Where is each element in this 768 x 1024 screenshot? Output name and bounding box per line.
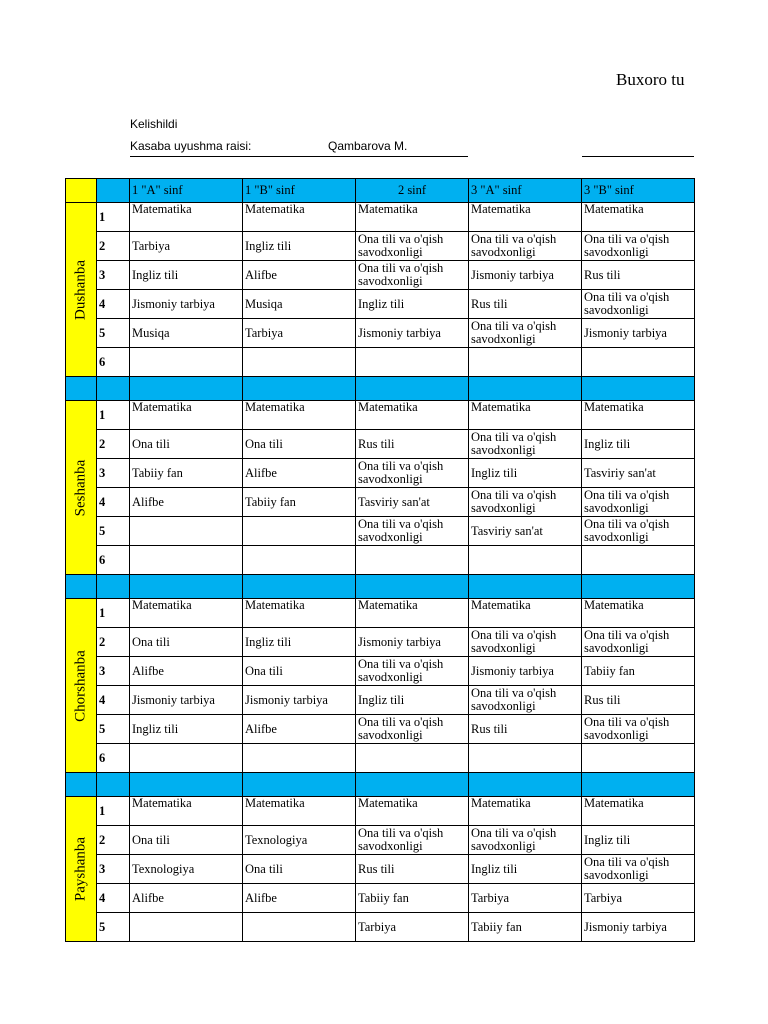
separator-cell bbox=[243, 773, 356, 797]
separator-cell bbox=[582, 773, 695, 797]
subject-cell: Jismoniy tarbiya bbox=[356, 628, 469, 657]
subject-cell: Ingliz tili bbox=[356, 290, 469, 319]
lesson-number: 5 bbox=[97, 715, 130, 744]
subject-cell: Tabiiy fan bbox=[356, 884, 469, 913]
separator-cell bbox=[130, 575, 243, 599]
lesson-number: 5 bbox=[97, 517, 130, 546]
subject-cell: Ona tili va o'qish savodxonligi bbox=[582, 232, 695, 261]
signature-line bbox=[130, 156, 468, 157]
subject-cell: Rus tili bbox=[582, 261, 695, 290]
subject-cell: Ona tili va o'qish savodxonligi bbox=[356, 232, 469, 261]
separator-cell bbox=[130, 773, 243, 797]
separator-cell bbox=[243, 575, 356, 599]
day-label: Dushanba bbox=[72, 259, 89, 320]
lesson-row bbox=[66, 290, 695, 319]
lesson-row bbox=[66, 913, 695, 942]
separator-cell bbox=[582, 575, 695, 599]
subject-cell: Matematika bbox=[243, 797, 356, 826]
lesson-number: 1 bbox=[97, 203, 130, 232]
lesson-row bbox=[66, 430, 695, 459]
subject-cell: Matematika bbox=[582, 797, 695, 826]
separator-cell bbox=[356, 377, 469, 401]
subject-cell bbox=[130, 913, 243, 942]
subject-cell: Matematika bbox=[582, 599, 695, 628]
subject-cell: Alifbe bbox=[243, 261, 356, 290]
lesson-row bbox=[66, 686, 695, 715]
subject-cell: Tarbiya bbox=[243, 319, 356, 348]
subject-cell: Ona tili va o'qish savodxonligi bbox=[356, 517, 469, 546]
subject-cell bbox=[469, 546, 582, 575]
separator-cell bbox=[356, 575, 469, 599]
subject-cell: Jismoniy tarbiya bbox=[356, 319, 469, 348]
subject-cell: Texnologiya bbox=[243, 826, 356, 855]
subject-cell: Ona tili va o'qish savodxonligi bbox=[469, 488, 582, 517]
separator-cell bbox=[97, 575, 130, 599]
separator-cell bbox=[66, 377, 97, 401]
subject-cell: Matematika bbox=[469, 797, 582, 826]
subject-cell bbox=[243, 744, 356, 773]
lesson-row bbox=[66, 232, 695, 261]
subject-cell: Tasviriy san'at bbox=[582, 459, 695, 488]
subject-cell: Alifbe bbox=[130, 884, 243, 913]
subject-cell bbox=[243, 913, 356, 942]
subject-cell: Ona tili va o'qish savodxonligi bbox=[356, 459, 469, 488]
subject-cell: Matematika bbox=[243, 599, 356, 628]
lesson-number: 2 bbox=[97, 232, 130, 261]
lesson-row bbox=[66, 488, 695, 517]
subject-cell: Matematika bbox=[243, 401, 356, 430]
separator-cell bbox=[469, 773, 582, 797]
subject-cell: Ingliz tili bbox=[582, 430, 695, 459]
subject-cell: Musiqa bbox=[243, 290, 356, 319]
lesson-number: 3 bbox=[97, 657, 130, 686]
lesson-number: 4 bbox=[97, 488, 130, 517]
subject-cell: Tarbiya bbox=[130, 232, 243, 261]
separator-cell bbox=[97, 377, 130, 401]
agreed-label: Kelishildi bbox=[130, 117, 178, 131]
subject-cell: Tabiiy fan bbox=[130, 459, 243, 488]
separator-cell bbox=[243, 377, 356, 401]
lesson-row bbox=[66, 628, 695, 657]
subject-cell: Ona tili bbox=[243, 430, 356, 459]
subject-cell: Tabiiy fan bbox=[243, 488, 356, 517]
subject-cell bbox=[356, 546, 469, 575]
subject-cell: Rus tili bbox=[469, 290, 582, 319]
subject-cell: Ona tili va o'qish savodxonligi bbox=[582, 628, 695, 657]
subject-cell: Alifbe bbox=[243, 715, 356, 744]
lesson-row bbox=[66, 261, 695, 290]
subject-cell: Matematika bbox=[582, 203, 695, 232]
separator-cell bbox=[469, 377, 582, 401]
lesson-row bbox=[66, 657, 695, 686]
subject-cell bbox=[243, 546, 356, 575]
subject-cell: Ingliz tili bbox=[469, 855, 582, 884]
subject-cell: Alifbe bbox=[130, 657, 243, 686]
subject-cell: Jismoniy tarbiya bbox=[469, 657, 582, 686]
subject-cell: Ona tili bbox=[243, 657, 356, 686]
lesson-number: 1 bbox=[97, 797, 130, 826]
day-label: Seshanba bbox=[72, 459, 89, 516]
lesson-row bbox=[66, 855, 695, 884]
subject-cell: Ona tili va o'qish savodxonligi bbox=[582, 855, 695, 884]
subject-cell: Tarbiya bbox=[356, 913, 469, 942]
subject-cell: Ona tili va o'qish savodxonligi bbox=[469, 628, 582, 657]
subject-cell bbox=[469, 348, 582, 377]
subject-cell bbox=[582, 744, 695, 773]
subject-cell: Ingliz tili bbox=[130, 261, 243, 290]
subject-cell bbox=[130, 546, 243, 575]
lesson-number: 3 bbox=[97, 459, 130, 488]
subject-cell: Ona tili va o'qish savodxonligi bbox=[356, 715, 469, 744]
union-chair-name: Qambarova M. bbox=[328, 139, 408, 153]
lesson-row bbox=[66, 744, 695, 773]
subject-cell: Jismoniy tarbiya bbox=[130, 290, 243, 319]
subject-cell: Jismoniy tarbiya bbox=[243, 686, 356, 715]
lesson-number: 4 bbox=[97, 290, 130, 319]
lesson-number: 5 bbox=[97, 319, 130, 348]
subject-cell: Ona tili va o'qish savodxonligi bbox=[582, 290, 695, 319]
subject-cell: Ona tili va o'qish savodxonligi bbox=[469, 826, 582, 855]
class-header: 3 "A" sinf bbox=[469, 179, 582, 203]
subject-cell: Ona tili va o'qish savodxonligi bbox=[582, 715, 695, 744]
separator-cell bbox=[66, 575, 97, 599]
lesson-row bbox=[66, 401, 695, 430]
lesson-number-header bbox=[97, 179, 130, 203]
subject-cell: Tasviriy san'at bbox=[356, 488, 469, 517]
subject-cell: Rus tili bbox=[356, 430, 469, 459]
subject-cell: Ona tili va o'qish savodxonligi bbox=[356, 657, 469, 686]
day-label-cell bbox=[66, 599, 97, 773]
subject-cell: Matematika bbox=[356, 203, 469, 232]
lesson-row bbox=[66, 826, 695, 855]
class-header: 2 sinf bbox=[356, 179, 469, 203]
subject-cell bbox=[243, 517, 356, 546]
approval-signature-line bbox=[582, 156, 694, 157]
subject-cell: Matematika bbox=[356, 401, 469, 430]
lesson-number: 6 bbox=[97, 744, 130, 773]
subject-cell: Matematika bbox=[469, 401, 582, 430]
subject-cell: Texnologiya bbox=[130, 855, 243, 884]
class-header: 3 "B" sinf bbox=[582, 179, 695, 203]
separator-cell bbox=[469, 575, 582, 599]
subject-cell: Ona tili va o'qish savodxonligi bbox=[356, 826, 469, 855]
subject-cell: Matematika bbox=[582, 401, 695, 430]
subject-cell: Tabiiy fan bbox=[582, 657, 695, 686]
subject-cell: Ona tili va o'qish savodxonligi bbox=[356, 261, 469, 290]
day-separator bbox=[66, 773, 695, 797]
subject-cell: Rus tili bbox=[582, 686, 695, 715]
subject-cell bbox=[582, 348, 695, 377]
subject-cell: Rus tili bbox=[469, 715, 582, 744]
subject-cell: Matematika bbox=[243, 203, 356, 232]
lesson-number: 2 bbox=[97, 826, 130, 855]
subject-cell: Ingliz tili bbox=[243, 232, 356, 261]
lesson-number: 6 bbox=[97, 546, 130, 575]
subject-cell: Tarbiya bbox=[582, 884, 695, 913]
subject-cell bbox=[130, 517, 243, 546]
subject-cell: Jismoniy tarbiya bbox=[582, 319, 695, 348]
subject-cell: Ona tili va o'qish savodxonligi bbox=[469, 686, 582, 715]
separator-cell bbox=[97, 773, 130, 797]
separator-cell bbox=[66, 773, 97, 797]
subject-cell: Tasviriy san'at bbox=[469, 517, 582, 546]
lesson-row bbox=[66, 319, 695, 348]
subject-cell: Jismoniy tarbiya bbox=[130, 686, 243, 715]
subject-cell: Ona tili va o'qish savodxonligi bbox=[582, 488, 695, 517]
subject-cell: Matematika bbox=[356, 797, 469, 826]
subject-cell: Ona tili va o'qish savodxonligi bbox=[469, 232, 582, 261]
day-label-cell bbox=[66, 797, 97, 942]
subject-cell: Ona tili bbox=[130, 430, 243, 459]
lesson-row bbox=[66, 599, 695, 628]
subject-cell: Matematika bbox=[469, 203, 582, 232]
header-row bbox=[66, 179, 695, 203]
day-label: Payshanba bbox=[72, 836, 89, 902]
lesson-number: 1 bbox=[97, 401, 130, 430]
lesson-number: 1 bbox=[97, 599, 130, 628]
lesson-number: 4 bbox=[97, 686, 130, 715]
class-header: 1 "B" sinf bbox=[243, 179, 356, 203]
subject-cell: Ingliz tili bbox=[582, 826, 695, 855]
day-separator bbox=[66, 377, 695, 401]
separator-cell bbox=[582, 377, 695, 401]
subject-cell: Jismoniy tarbiya bbox=[582, 913, 695, 942]
subject-cell: Alifbe bbox=[243, 459, 356, 488]
subject-cell: Ona tili bbox=[243, 855, 356, 884]
subject-cell: Matematika bbox=[130, 599, 243, 628]
day-label-cell bbox=[66, 203, 97, 377]
subject-cell: Matematika bbox=[356, 599, 469, 628]
subject-cell: Ona tili bbox=[130, 826, 243, 855]
lesson-number: 5 bbox=[97, 913, 130, 942]
subject-cell: Matematika bbox=[130, 797, 243, 826]
subject-cell bbox=[243, 348, 356, 377]
lesson-row bbox=[66, 797, 695, 826]
subject-cell: Jismoniy tarbiya bbox=[469, 261, 582, 290]
day-label: Chorshanba bbox=[72, 649, 89, 722]
lesson-number: 2 bbox=[97, 430, 130, 459]
subject-cell: Alifbe bbox=[243, 884, 356, 913]
lesson-row bbox=[66, 715, 695, 744]
subject-cell: Matematika bbox=[469, 599, 582, 628]
lesson-row bbox=[66, 546, 695, 575]
day-separator bbox=[66, 575, 695, 599]
subject-cell: Tarbiya bbox=[469, 884, 582, 913]
separator-cell bbox=[356, 773, 469, 797]
subject-cell: Ona tili bbox=[130, 628, 243, 657]
subject-cell: Ingliz tili bbox=[130, 715, 243, 744]
lesson-number: 3 bbox=[97, 855, 130, 884]
subject-cell: Ona tili va o'qish savodxonligi bbox=[582, 517, 695, 546]
subject-cell bbox=[356, 744, 469, 773]
subject-cell: Matematika bbox=[130, 203, 243, 232]
subject-cell: Ingliz tili bbox=[243, 628, 356, 657]
lesson-row bbox=[66, 459, 695, 488]
lesson-number: 6 bbox=[97, 348, 130, 377]
union-chair-label: Kasaba uyushma raisi: bbox=[130, 139, 252, 153]
subject-cell: Ingliz tili bbox=[356, 686, 469, 715]
subject-cell: Matematika bbox=[130, 401, 243, 430]
subject-cell: Musiqa bbox=[130, 319, 243, 348]
subject-cell: Ona tili va o'qish savodxonligi bbox=[469, 430, 582, 459]
lesson-number: 4 bbox=[97, 884, 130, 913]
day-label-cell bbox=[66, 401, 97, 575]
subject-cell: Rus tili bbox=[356, 855, 469, 884]
separator-cell bbox=[130, 377, 243, 401]
lesson-row bbox=[66, 517, 695, 546]
subject-cell: Ona tili va o'qish savodxonligi bbox=[469, 319, 582, 348]
lesson-number: 3 bbox=[97, 261, 130, 290]
subject-cell bbox=[356, 348, 469, 377]
subject-cell: Alifbe bbox=[130, 488, 243, 517]
subject-cell: Tabiiy fan bbox=[469, 913, 582, 942]
lesson-row bbox=[66, 203, 695, 232]
subject-cell bbox=[582, 546, 695, 575]
day-column-header bbox=[66, 179, 97, 203]
document-title: Buxoro tu bbox=[616, 70, 685, 89]
subject-cell bbox=[130, 744, 243, 773]
schedule-table bbox=[65, 178, 695, 942]
lesson-number: 2 bbox=[97, 628, 130, 657]
subject-cell: Ingliz tili bbox=[469, 459, 582, 488]
subject-cell bbox=[130, 348, 243, 377]
lesson-row bbox=[66, 348, 695, 377]
class-header: 1 "A" sinf bbox=[130, 179, 243, 203]
lesson-row bbox=[66, 884, 695, 913]
subject-cell bbox=[469, 744, 582, 773]
